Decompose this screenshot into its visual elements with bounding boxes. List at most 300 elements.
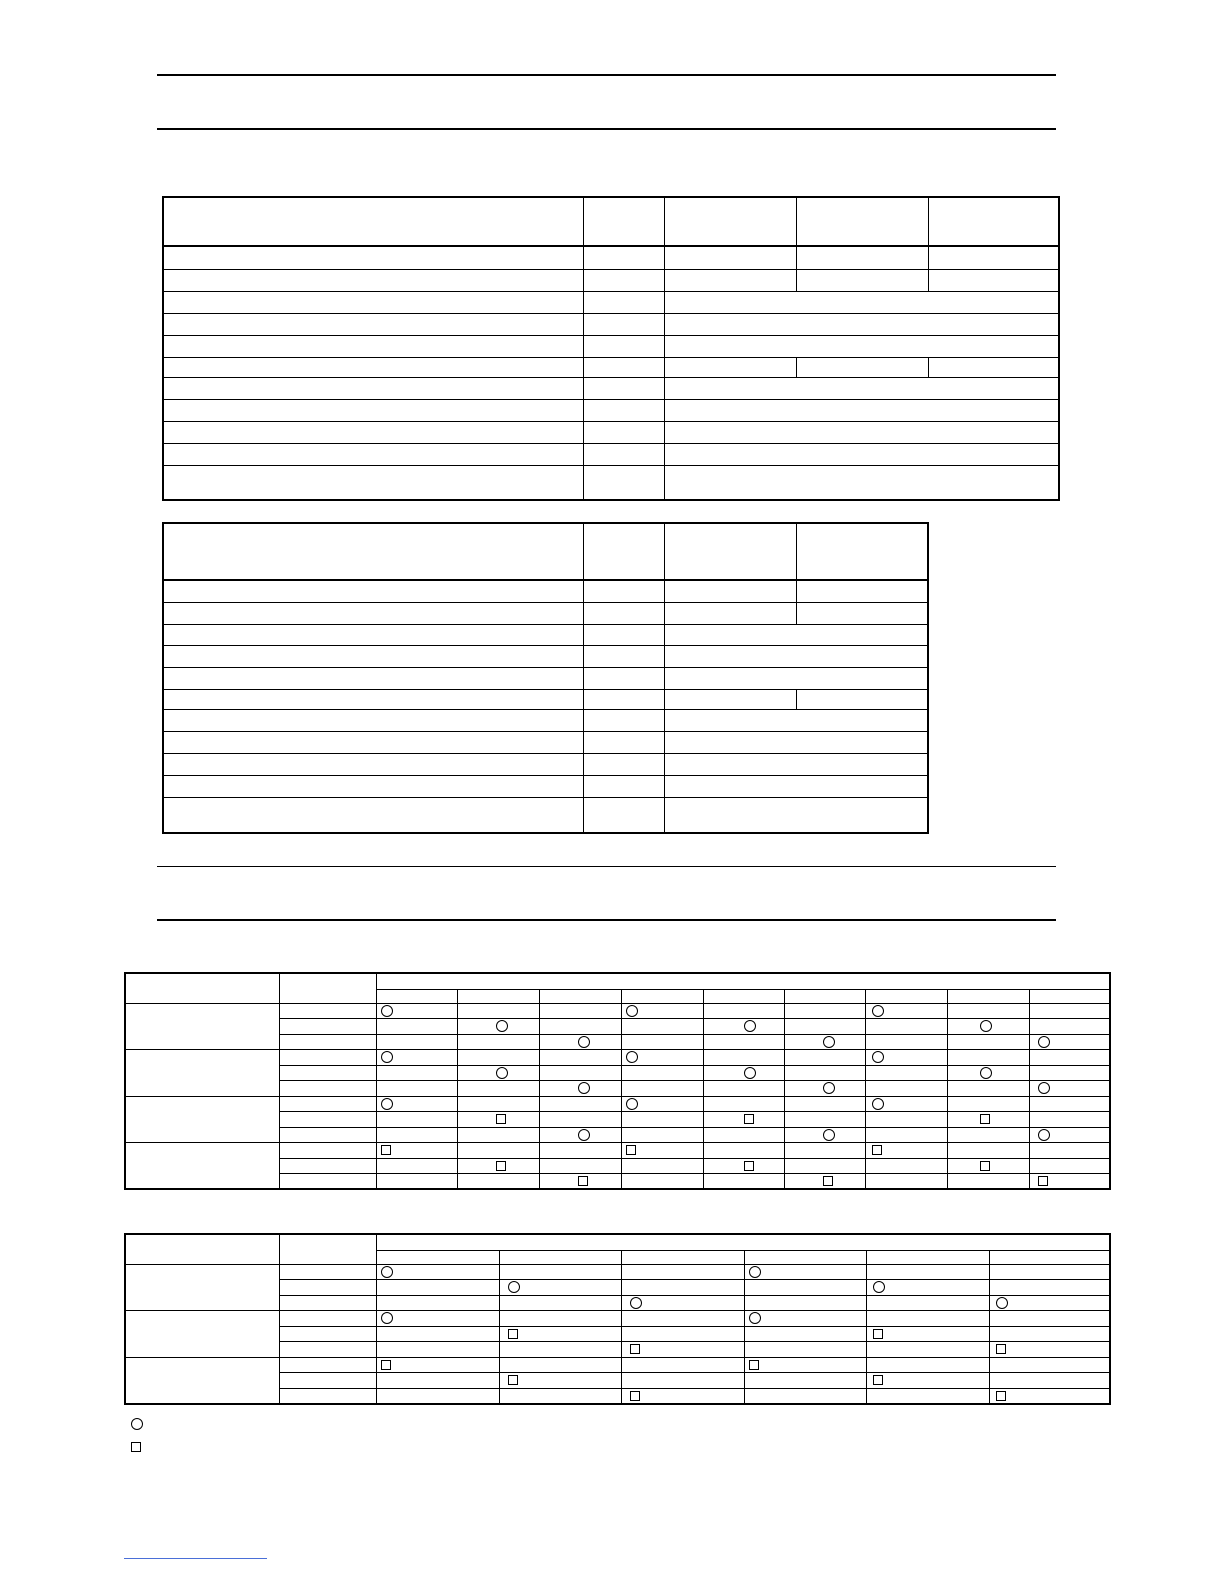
grid-cell [703, 1143, 784, 1159]
grid-cell [621, 1326, 744, 1342]
spec-cell [583, 377, 664, 399]
spec-cell [664, 443, 1059, 465]
spec-cell [583, 399, 664, 421]
grid-cell [499, 1264, 621, 1280]
grid-column-header [621, 989, 703, 1003]
grid-cell [866, 1357, 989, 1373]
grid-cell [621, 1388, 744, 1404]
grid-cell [376, 1034, 457, 1050]
grid-cell [947, 1065, 1029, 1081]
spec-cell [583, 335, 664, 357]
square-icon [508, 1375, 518, 1385]
grid-cell [703, 1019, 784, 1035]
grid-column-header [376, 1250, 499, 1264]
header-cell [796, 197, 928, 246]
grid-cell [457, 1096, 539, 1112]
grid-cell [499, 1342, 621, 1358]
grid-cell [744, 1357, 866, 1373]
spec-cell [583, 357, 664, 377]
circle-icon [823, 1082, 835, 1094]
square-icon [749, 1360, 759, 1370]
circle-icon [626, 1005, 638, 1017]
grid-cell [989, 1280, 1110, 1296]
spec-cell [583, 624, 664, 645]
grid-cell [376, 1081, 457, 1097]
circle-icon [496, 1020, 508, 1032]
spec-cell [163, 689, 583, 709]
circle-icon [381, 1051, 393, 1063]
circle-icon [626, 1051, 638, 1063]
spec-cell [664, 667, 928, 689]
grid-cell [621, 1050, 703, 1066]
spec-cell [928, 357, 1059, 377]
spec-cell [583, 313, 664, 335]
grid-row [125, 1096, 1110, 1112]
grid-cell [866, 1311, 989, 1327]
circle-icon [980, 1067, 992, 1079]
grid-cell [989, 1311, 1110, 1327]
square-icon [630, 1344, 640, 1354]
circle-icon [744, 1020, 756, 1032]
spec-cell [664, 335, 1059, 357]
square-icon [872, 1145, 882, 1155]
circle-icon [823, 1036, 835, 1048]
grid-column-header [744, 1250, 866, 1264]
circle-icon [823, 1129, 835, 1141]
grid-cell [1029, 1158, 1110, 1174]
spec-cell [583, 689, 664, 709]
square-icon [873, 1329, 883, 1339]
grid-cell [703, 1081, 784, 1097]
grid-cell [784, 1158, 865, 1174]
grid-cell [457, 1112, 539, 1128]
circle-icon [872, 1005, 884, 1017]
spec-cell [583, 443, 664, 465]
grid-cell [376, 1357, 499, 1373]
header-cell [664, 523, 796, 580]
grid-cell [457, 1158, 539, 1174]
grid-column-header [457, 989, 539, 1003]
grid-cell [621, 1081, 703, 1097]
grid-cell [539, 1081, 621, 1097]
grid-group-label [125, 1357, 279, 1404]
grid-header-group [125, 973, 279, 1003]
grid-column-header [947, 989, 1029, 1003]
spec-cell [796, 602, 928, 624]
section-rule-top-1 [157, 74, 1056, 76]
grid-cell [457, 1003, 539, 1019]
spec-cell [163, 624, 583, 645]
grid-sub-label [279, 1174, 376, 1190]
grid-cell [621, 1003, 703, 1019]
grid-cell [539, 1174, 621, 1190]
grid-cell [947, 1096, 1029, 1112]
circle-icon [381, 1312, 393, 1324]
grid-cell [865, 1003, 947, 1019]
spec-cell [664, 246, 796, 269]
spec-cell [583, 645, 664, 667]
grid-cell [1029, 1112, 1110, 1128]
grid-column-header [499, 1250, 621, 1264]
grid-row [125, 1003, 1110, 1019]
grid-cell [865, 1081, 947, 1097]
grid-cell [621, 1158, 703, 1174]
grid-cell [621, 1357, 744, 1373]
grid-cell [703, 1096, 784, 1112]
grid-cell [376, 1264, 499, 1280]
square-icon [744, 1114, 754, 1124]
grid-cell [457, 1019, 539, 1035]
grid-cell [499, 1373, 621, 1389]
grid-cell [865, 1096, 947, 1112]
grid-cell [784, 1065, 865, 1081]
grid-cell [784, 1143, 865, 1159]
grid-cell [457, 1034, 539, 1050]
grid-cell [989, 1357, 1110, 1373]
grid-cell [621, 1264, 744, 1280]
grid-cell [784, 1096, 865, 1112]
grid-cell [947, 1003, 1029, 1019]
grid-cell [866, 1326, 989, 1342]
square-icon [578, 1176, 588, 1186]
grid-cell [376, 1295, 499, 1311]
grid-cell [621, 1019, 703, 1035]
grid-cell [376, 1127, 457, 1143]
spec-cell [583, 465, 664, 500]
header-cell [928, 197, 1059, 246]
circle-icon [381, 1266, 393, 1278]
spec-cell [583, 797, 664, 833]
spec-cell [583, 246, 664, 269]
grid-header-span [376, 973, 1110, 989]
grid-column-header [866, 1250, 989, 1264]
grid-cell [865, 1019, 947, 1035]
grid-sub-label [279, 1158, 376, 1174]
grid-cell [621, 1295, 744, 1311]
square-icon [496, 1161, 506, 1171]
grid-column-header [784, 989, 865, 1003]
grid-cell [989, 1373, 1110, 1389]
square-icon [381, 1360, 391, 1370]
grid-cell [376, 1373, 499, 1389]
spec-cell [664, 797, 928, 833]
spec-cell [664, 269, 796, 291]
grid-row [125, 1050, 1110, 1066]
grid-cell [784, 1050, 865, 1066]
grid-cell [865, 1034, 947, 1050]
grid-cell [784, 1174, 865, 1190]
grid-cell [744, 1280, 866, 1296]
grid-cell [703, 1127, 784, 1143]
grid-cell [989, 1342, 1110, 1358]
legend-circle [131, 1418, 151, 1430]
grid-cell [499, 1311, 621, 1327]
grid-cell [866, 1264, 989, 1280]
grid-cell [499, 1388, 621, 1404]
spec-cell [163, 645, 583, 667]
section-rule-top-2 [157, 128, 1056, 130]
grid-cell [621, 1143, 703, 1159]
spec-cell [583, 580, 664, 602]
grid-column-header [621, 1250, 744, 1264]
grid-cell [947, 1081, 1029, 1097]
grid-cell [947, 1143, 1029, 1159]
grid-column-header [1029, 989, 1110, 1003]
header-cell [163, 523, 583, 580]
grid-cell [1029, 1050, 1110, 1066]
spec-cell [664, 399, 1059, 421]
grid-cell [744, 1342, 866, 1358]
grid-cell [866, 1342, 989, 1358]
circle-icon [980, 1020, 992, 1032]
grid-cell [1029, 1127, 1110, 1143]
grid-cell [621, 1311, 744, 1327]
grid-cell [539, 1096, 621, 1112]
square-icon [381, 1145, 391, 1155]
grid-cell [744, 1388, 866, 1404]
spec-cell [664, 709, 928, 731]
spec-cell [583, 269, 664, 291]
spec-cell [664, 580, 796, 602]
circle-icon [749, 1266, 761, 1278]
spec-cell [163, 421, 583, 443]
square-icon [996, 1344, 1006, 1354]
grid-sub-label [279, 1127, 376, 1143]
square-icon [496, 1114, 506, 1124]
legend-square [131, 1442, 149, 1452]
spec-cell [163, 465, 583, 500]
grid-cell [784, 1034, 865, 1050]
grid-column-header [539, 989, 621, 1003]
circle-icon [508, 1281, 520, 1293]
grid-cell [989, 1264, 1110, 1280]
grid-cell [376, 1112, 457, 1128]
spec-cell [664, 313, 1059, 335]
grid-cell [376, 1019, 457, 1035]
grid-cell [947, 1034, 1029, 1050]
spec-cell [163, 797, 583, 833]
grid-sub-label [279, 1264, 376, 1280]
spec-cell [664, 645, 928, 667]
grid-header-sub [279, 973, 376, 1003]
grid-cell [376, 1003, 457, 1019]
grid-column-header [865, 989, 947, 1003]
section-rule-mid-2 [157, 919, 1056, 921]
spec-cell [583, 753, 664, 775]
spec-cell [664, 731, 928, 753]
grid-cell [539, 1019, 621, 1035]
grid-cell [784, 1019, 865, 1035]
square-icon [630, 1391, 640, 1401]
mark-grid-a [124, 972, 1111, 1190]
spec-cell [796, 580, 928, 602]
grid-cell [703, 1065, 784, 1081]
grid-sub-label [279, 1034, 376, 1050]
grid-group-label [125, 1143, 279, 1190]
circle-icon [744, 1067, 756, 1079]
header-cell [163, 197, 583, 246]
grid-sub-label [279, 1295, 376, 1311]
grid-cell [865, 1127, 947, 1143]
grid-sub-label [279, 1342, 376, 1358]
grid-group-label [125, 1050, 279, 1097]
grid-cell [499, 1357, 621, 1373]
grid-cell [744, 1373, 866, 1389]
spec-cell [796, 246, 928, 269]
grid-cell [865, 1112, 947, 1128]
grid-cell [457, 1050, 539, 1066]
grid-cell [499, 1326, 621, 1342]
grid-cell [499, 1295, 621, 1311]
spec-cell [796, 269, 928, 291]
grid-cell [621, 1065, 703, 1081]
circle-icon [626, 1098, 638, 1110]
circle-icon [630, 1297, 642, 1309]
grid-sub-label [279, 1019, 376, 1035]
spec-cell [664, 624, 928, 645]
grid-cell [621, 1373, 744, 1389]
grid-cell [947, 1174, 1029, 1190]
grid-cell [989, 1388, 1110, 1404]
circle-icon [131, 1418, 143, 1430]
grid-sub-label [279, 1373, 376, 1389]
grid-cell [1029, 1003, 1110, 1019]
grid-cell [1029, 1081, 1110, 1097]
grid-column-header [376, 989, 457, 1003]
grid-sub-label [279, 1143, 376, 1159]
spec-cell [163, 399, 583, 421]
square-icon [823, 1176, 833, 1186]
grid-cell [621, 1174, 703, 1190]
spec-cell [664, 602, 796, 624]
grid-group-label [125, 1003, 279, 1050]
grid-cell [744, 1326, 866, 1342]
spec-cell [163, 709, 583, 731]
grid-cell [499, 1280, 621, 1296]
grid-cell [866, 1388, 989, 1404]
grid-cell [947, 1158, 1029, 1174]
header-cell [664, 197, 796, 246]
grid-cell [865, 1143, 947, 1159]
circle-icon [1038, 1036, 1050, 1048]
header-cell [583, 197, 664, 246]
square-icon [996, 1391, 1006, 1401]
grid-cell [621, 1342, 744, 1358]
circle-icon [872, 1051, 884, 1063]
grid-cell [1029, 1034, 1110, 1050]
footer-link-underline[interactable] [124, 1558, 267, 1559]
spec-cell [664, 357, 796, 377]
spec-cell [163, 580, 583, 602]
grid-cell [539, 1065, 621, 1081]
grid-cell [376, 1388, 499, 1404]
grid-cell [1029, 1174, 1110, 1190]
circle-icon [578, 1129, 590, 1141]
spec-cell [664, 465, 1059, 500]
circle-icon [381, 1005, 393, 1017]
grid-group-label [125, 1096, 279, 1143]
grid-cell [376, 1342, 499, 1358]
grid-sub-label [279, 1096, 376, 1112]
spec-cell [583, 421, 664, 443]
grid-sub-label [279, 1081, 376, 1097]
spec-cell [163, 731, 583, 753]
grid-cell [703, 1034, 784, 1050]
grid-cell [865, 1050, 947, 1066]
grid-cell [1029, 1065, 1110, 1081]
spec-cell [163, 602, 583, 624]
grid-cell [539, 1003, 621, 1019]
grid-cell [947, 1050, 1029, 1066]
grid-cell [376, 1065, 457, 1081]
grid-cell [376, 1326, 499, 1342]
circle-icon [1038, 1082, 1050, 1094]
spec-cell [928, 269, 1059, 291]
circle-icon [1038, 1129, 1050, 1141]
grid-sub-label [279, 1003, 376, 1019]
grid-cell [621, 1127, 703, 1143]
grid-sub-label [279, 1112, 376, 1128]
spec-cell [163, 775, 583, 797]
grid-cell [539, 1158, 621, 1174]
spec-cell [664, 753, 928, 775]
spec-cell [664, 421, 1059, 443]
square-icon [1038, 1176, 1048, 1186]
section-rule-mid-1 [157, 866, 1056, 867]
square-icon [508, 1329, 518, 1339]
spec-cell [163, 357, 583, 377]
spec-cell [163, 335, 583, 357]
spec-cell [583, 775, 664, 797]
spec-cell [583, 602, 664, 624]
grid-cell [621, 1034, 703, 1050]
grid-cell [703, 1003, 784, 1019]
header-cell [583, 523, 664, 580]
grid-cell [784, 1003, 865, 1019]
spec-table-b [162, 522, 929, 834]
circle-icon [996, 1297, 1008, 1309]
grid-cell [539, 1112, 621, 1128]
spec-cell [664, 291, 1059, 313]
grid-cell [866, 1295, 989, 1311]
spec-cell [583, 731, 664, 753]
grid-cell [866, 1373, 989, 1389]
grid-group-label [125, 1264, 279, 1311]
grid-header-sub [279, 1234, 376, 1264]
spec-cell [163, 313, 583, 335]
grid-cell [866, 1280, 989, 1296]
spec-cell [163, 246, 583, 269]
grid-cell [621, 1280, 744, 1296]
spec-cell [583, 667, 664, 689]
spec-cell [163, 667, 583, 689]
mark-grid-b [124, 1233, 1111, 1405]
spec-cell [796, 357, 928, 377]
grid-cell [457, 1174, 539, 1190]
circle-icon [578, 1036, 590, 1048]
spec-cell [664, 689, 796, 709]
grid-cell [539, 1127, 621, 1143]
grid-cell [784, 1112, 865, 1128]
grid-cell [457, 1143, 539, 1159]
grid-sub-label [279, 1311, 376, 1327]
spec-cell [664, 377, 1059, 399]
grid-cell [376, 1096, 457, 1112]
grid-cell [376, 1280, 499, 1296]
square-icon [626, 1145, 636, 1155]
circle-icon [873, 1281, 885, 1293]
spec-cell [664, 775, 928, 797]
